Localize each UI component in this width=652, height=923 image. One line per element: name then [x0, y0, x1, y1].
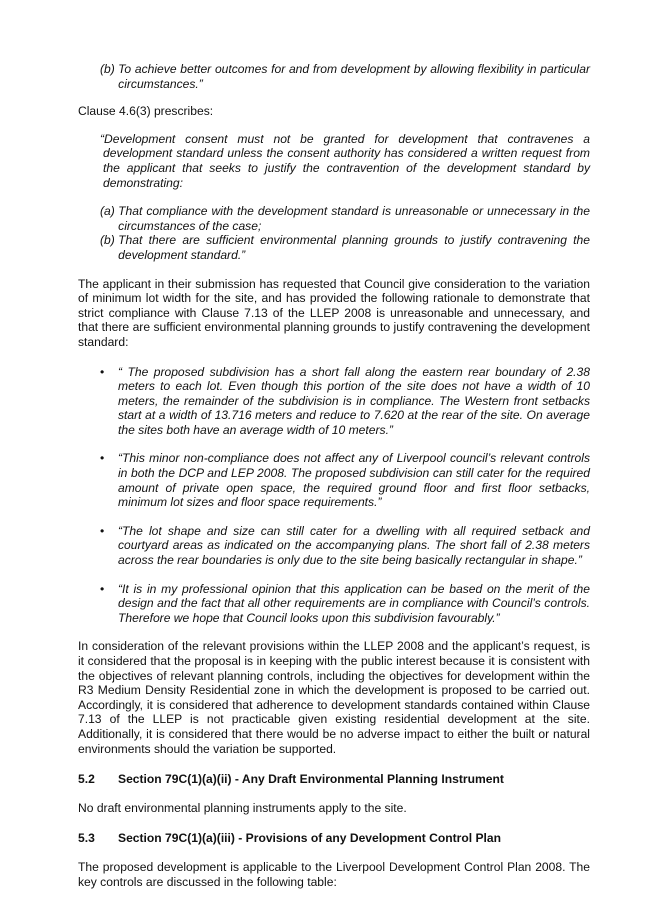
- section-5-3-heading: [78, 831, 590, 846]
- clause-label: (a): [100, 204, 119, 219]
- clause-463-a: [100, 204, 590, 233]
- document-page: [78, 62, 590, 889]
- consideration-paragraph: In consideration of the relevant provisions within the LLEP 2008 and the applicant’s request, is it considered that the proposal is in keeping with the public interest because it is consistent with the objectives of relevant planning controls, including the objectives for development within the R3 Medium Density Residential zone in which the development is proposed to be carried out. Accordingly, it is considered that adherence to development standards contained within Clause 7.13 of the LLEP is not practicable given existing residential development at the site. Additionally, it is considered that there would be no adverse impact to either the built or natural environments should the variation be supported.: [78, 639, 590, 756]
- clause-label: (b): [100, 233, 119, 248]
- bullet-icon: •: [100, 581, 105, 596]
- clause-463-heading: Clause 4.6(3) prescribes:: [78, 104, 214, 119]
- bullet-item: [78, 365, 590, 438]
- section-number: 5.3: [78, 831, 95, 846]
- bullet-icon: •: [100, 523, 105, 538]
- bullet-text: “It is in my professional opinion that this application can be based on the merit of the design and the fact that all other requirements are in compliance with Council’s controls. Therefore we hope that Council looks upon this subdivision favourably.”: [118, 581, 590, 625]
- clause-463-quote: “Development consent must not be granted for development that contravenes a development standard unless the consent authority has considered a written request from the applicant that seeks to justify the contravention of the development standard by demonstrating:: [100, 131, 590, 190]
- section-5-2-heading: [78, 772, 590, 787]
- bullet-icon: •: [100, 364, 105, 379]
- clause-text: That compliance with the development standard is unreasonable or unnecessary in the circumstances of the case;: [118, 204, 590, 233]
- section-5-2-body: No draft environmental planning instruments apply to the site.: [78, 800, 407, 815]
- clause-463-b: [100, 233, 590, 262]
- bullet-icon: •: [100, 451, 105, 466]
- bullet-item: [78, 582, 590, 626]
- bullet-item: [78, 451, 590, 509]
- intro-clause-b: [100, 62, 590, 91]
- section-number: 5.2: [78, 772, 95, 787]
- section-5-3-body: The proposed development is applicable to the Liverpool Development Control Plan 2008. The key controls are discussed in the following table:: [78, 859, 590, 889]
- bullet-item: [78, 524, 590, 568]
- applicant-paragraph: The applicant in their submission has requested that Council give consideration to the variation of minimum lot width for the site, and has provided the following rationale to demonstrate that strict compliance with Clause 7.13 of the LLEP 2008 is unreasonable and unnecessary, and that there are sufficient environmental planning grounds to justify contravening the development standard:: [78, 276, 590, 349]
- clause-text: To achieve better outcomes for and from development by allowing flexibility in particular circumstances.”: [118, 62, 590, 91]
- bullet-text: “ The proposed subdivision has a short fall along the eastern rear boundary of 2.38 meters to each lot. Even though this portion of the site does not have a width of 10 meters, the remainder of the subdivision is in compliance. The Western front setbacks start at a width of 13.716 meters and reduce to 7.620 at the rear of the site. On average the sites both have an average width of 10 meters.”: [118, 364, 590, 437]
- section-title: Section 79C(1)(a)(iii) - Provisions of any Development Control Plan: [118, 831, 502, 846]
- bullet-text: “The lot shape and size can still cater for a dwelling with all required setback and courtyard areas as indicated on the accompanying plans. The short fall of 2.38 meters across the rear boundaries is only due to the site being basically rectangular in shape.”: [118, 523, 590, 568]
- clause-text: That there are sufficient environmental planning grounds to justify contravening the development standard.”: [118, 233, 590, 262]
- section-title: Section 79C(1)(a)(ii) - Any Draft Environmental Planning Instrument: [118, 772, 504, 787]
- clause-label: (b): [100, 62, 119, 76]
- bullet-text: “This minor non-compliance does not affect any of Liverpool council’s relevant controls in both the DCP and LEP 2008. The proposed subdivision can still cater for the required amount of private open space, the required ground floor and first floor setbacks, minimum lot sizes and floor space requirements.”: [118, 451, 590, 510]
